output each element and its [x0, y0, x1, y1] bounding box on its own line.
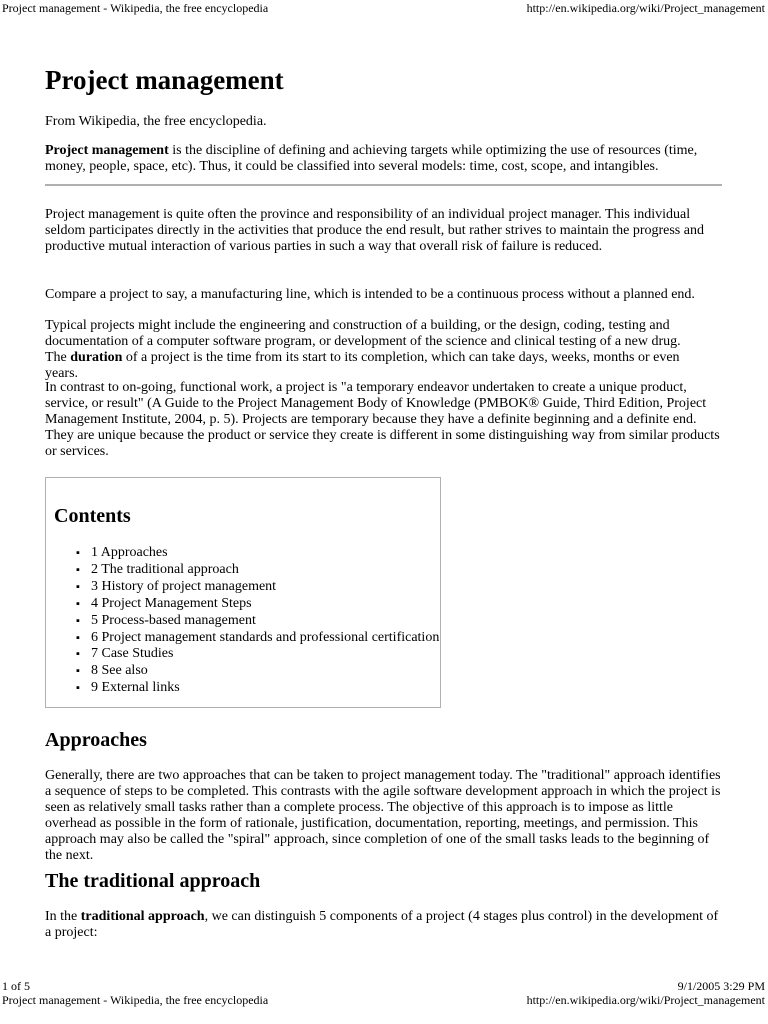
toc-item-steps[interactable]: ▪ 4 Project Management Steps [76, 596, 439, 613]
toc-item-external-links[interactable]: ▪ 9 External links [76, 680, 439, 697]
page-title: Project management [45, 65, 284, 95]
paragraph-typical-projects [45, 318, 705, 382]
table-of-contents [45, 477, 441, 708]
paragraph-traditional-approach [45, 909, 725, 941]
duration-term: duration [70, 350, 123, 365]
paragraph-manufacturing: Compare a project to say, a manufacturing line, which is intended to be a continuous process without a planned end. [45, 287, 695, 302]
intro-paragraph [45, 143, 705, 175]
toc-item-history[interactable]: ▪ 3 History of project management [76, 579, 439, 596]
intro-bold-term: Project management [45, 143, 169, 158]
toc-item-case-studies[interactable]: ▪ 7 Case Studies [76, 646, 439, 663]
traditional-text-rest: , we can distinguish 5 components of a project (4 stages plus control) in the development of a project: [45, 909, 719, 940]
print-footer-page-line [2, 979, 765, 993]
intro-text: is the discipline of defining and achieving targets while optimizing the use of resources (time, money, people, space, etc). Thus, it could be classified into several models: time, cost, scope, and intangibles. [45, 143, 698, 174]
toc-list [76, 545, 439, 697]
toc-item-see-also[interactable]: ▪ 8 See also [76, 663, 439, 680]
paragraph-temporary-endeavor: In contrast to on-going, functional work, a project is "a temporary endeavor undertaken to create a unique product, service, or result" (A Guide to the Project Management Body of Knowledge (PMBOK® Guide, Third Edition, Project Management Institute, 2004, p. 5). Projects are temporary because they have a definite beginning and a definite end. They are unique because the product or service they create is different in some distinguishing way from similar products or services. [45, 380, 720, 459]
typical-projects-text: Typical projects might include the engineering and construction of a building, or the design, coding, testing and documentation of a computer software program, or development of the science and clinical testing of a new drug. The [45, 318, 681, 365]
print-footer-url[interactable]: http://en.wikipedia.org/wiki/Project_management [526, 993, 765, 1007]
print-footer [2, 993, 765, 1007]
toc-item-traditional-approach[interactable]: ▪ 2 The traditional approach [76, 562, 439, 579]
toc-item-process-based[interactable]: ▪ 5 Process-based management [76, 613, 439, 630]
toc-item-standards[interactable]: ▪ 6 Project management standards and professional certification [76, 630, 439, 647]
paragraph-approaches: Generally, there are two approaches that can be taken to project management today. The "traditional" approach identifies a sequence of steps to be completed. This contrasts with the agile software development approach in which the project is seen as relatively small tasks rather than a complete process. The objective of this approach is to impose as little overhead as possible in the form of rationale, justification, documentation, reporting, meetings, and permission. This approach may also be called the "spiral" approach, since completion of one of the small tasks leads to the beginning of the next. [45, 768, 721, 863]
toc-item-approaches[interactable]: ▪ 1 Approaches [76, 545, 439, 562]
article-content [45, 60, 725, 940]
toc-title: Contents [54, 505, 131, 527]
print-header-title: Project management - Wikipedia, the free encyclopedia [2, 1, 269, 15]
print-header-url[interactable]: http://en.wikipedia.org/wiki/Project_management [526, 1, 765, 15]
print-date: 9/1/2005 3:29 PM [677, 979, 765, 993]
print-header [2, 1, 765, 15]
from-wikipedia-tagline: From Wikipedia, the free encyclopedia. [45, 114, 267, 129]
paragraph-project-manager: Project management is quite often the province and responsibility of an individual project manager. This individual seldom participates directly in the activities that produce the end result, but rather strives to maintain the progress and productive mutual interaction of various parties in such a way that overall risk of failure is reduced. [45, 207, 704, 254]
traditional-text-lead: In the [45, 909, 81, 924]
duration-text: of a project is the time from its start to its completion, which can take days, weeks, months or even years. [45, 350, 680, 381]
page-number: 1 of 5 [2, 979, 30, 993]
section-divider [45, 184, 722, 186]
print-footer-title: Project management - Wikipedia, the free encyclopedia [2, 993, 269, 1007]
heading-traditional-approach: The traditional approach [45, 870, 261, 892]
traditional-approach-term: traditional approach [80, 909, 205, 924]
heading-approaches: Approaches [45, 729, 147, 751]
